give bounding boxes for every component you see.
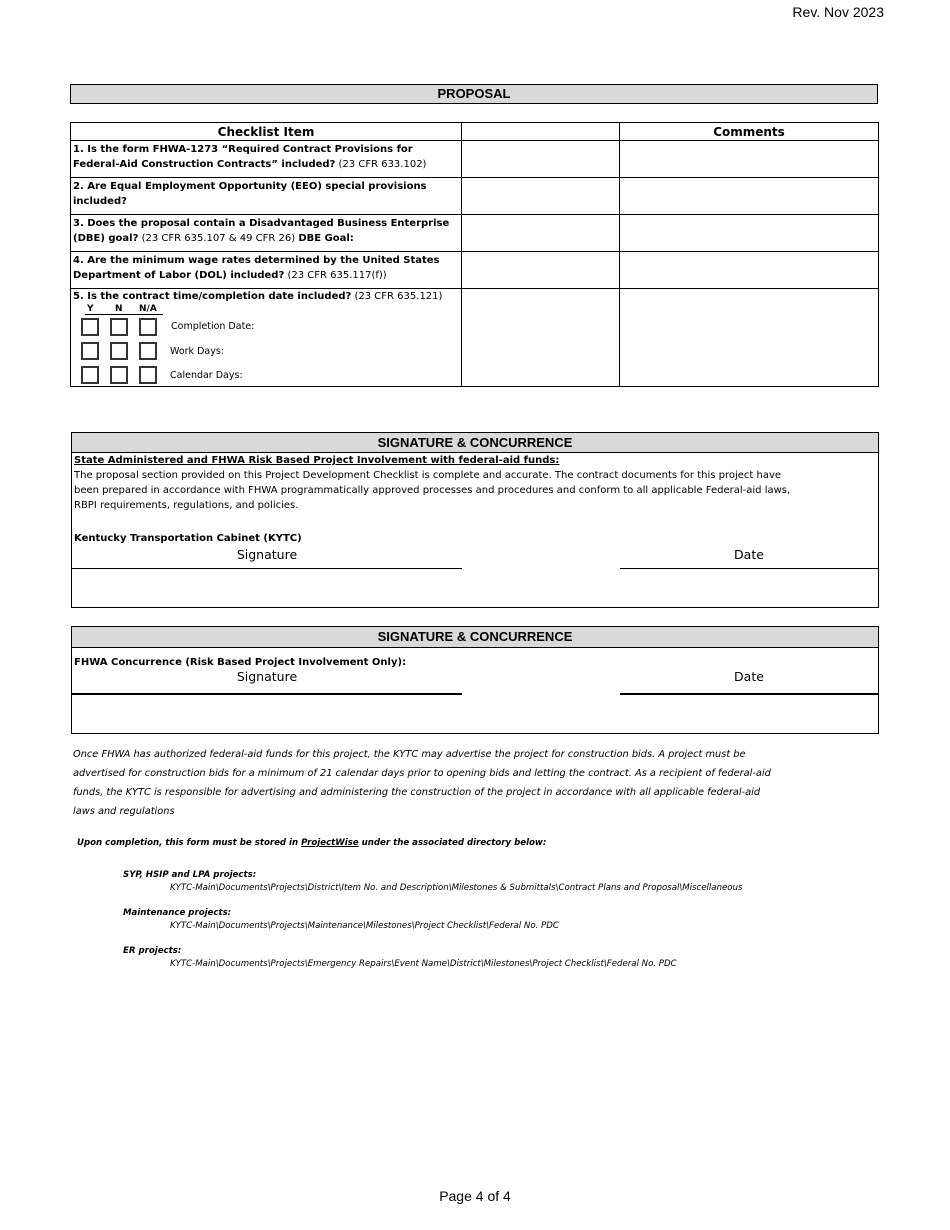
certification-statement: The proposal section provided on this Project Development Checklist is complete and accurate. The contract documents for this project have been prepared in accordance with FHWA programmatically approved processes and procedures and conform to all applicable Federal-aid laws, RBPI requirements, regulations, and policies. — [74, 470, 791, 511]
proposal-checklist-table — [70, 122, 879, 387]
column-header-checklist-item: Checklist Item — [71, 123, 462, 141]
dbe-goal-label: DBE Goal: — [298, 233, 354, 244]
checklist-row — [71, 215, 879, 252]
calendar-days-no-checkbox[interactable] — [110, 366, 128, 384]
fhwa-signature-field[interactable] — [72, 695, 878, 733]
storage-instruction-text: Upon completion, this form must be stored in — [77, 838, 302, 848]
calendar-days-na-checkbox[interactable] — [139, 366, 157, 384]
column-header-response — [462, 123, 620, 141]
storage-instruction-text: under the associated directory below: — [358, 838, 547, 848]
page-number: Page 4 of 4 — [439, 1188, 511, 1204]
checklist-row — [71, 178, 879, 215]
checklist-question: 5. Is the contract time/completion date included? — [73, 291, 352, 302]
advertising-note: Once FHWA has authorized federal-aid funds for this project, the KYTC may advertise the project for construction bids. A project must be advertised for construction bids for a minimum of 21 calendar days prior to opening bids and letting the contract. As a recipient of federal-aid funds, the KYTC is responsible for advertising and administering the construction of the project in accordance with all applicable federal-aid laws and regulations — [73, 749, 771, 817]
yes-column-label: Y — [87, 304, 94, 314]
comments-cell[interactable] — [620, 215, 879, 252]
checklist-reference: (23 CFR 635.121) — [351, 291, 443, 302]
response-cell[interactable] — [462, 289, 620, 387]
response-cell[interactable] — [462, 252, 620, 289]
agency-name: Kentucky Transportation Cabinet (KYTC) — [74, 533, 302, 544]
calendar-days-label: Calendar Days: — [170, 370, 243, 381]
directory-entry — [123, 946, 181, 956]
comments-cell[interactable] — [620, 289, 879, 387]
checklist-row — [71, 289, 879, 387]
directory-label: SYP, HSIP and LPA projects: — [123, 870, 257, 880]
signature-section-title: SIGNATURE & CONCURRENCE — [72, 433, 878, 453]
date-label: Date — [734, 669, 764, 684]
no-column-label: N — [115, 304, 123, 314]
directory-entry — [123, 908, 231, 918]
na-column-label: N/A — [139, 304, 157, 314]
directory-path: KYTC-Main\Documents\Projects\Maintenance\Milestones\Project Checklist\Federal No. PDC — [170, 921, 559, 931]
response-cell[interactable] — [462, 141, 620, 178]
checklist-question: 1. Is the form FHWA-1273 “Required Contract Provisions for Federal-Aid Construction Contracts” included? — [73, 144, 413, 170]
checklist-question: 2. Are Equal Employment Opportunity (EEO) special provisions included? — [73, 181, 427, 207]
checklist-row — [71, 141, 879, 178]
completion-date-na-checkbox[interactable] — [139, 318, 157, 336]
comments-cell[interactable] — [620, 141, 879, 178]
response-cell[interactable] — [462, 178, 620, 215]
date-label: Date — [734, 547, 764, 562]
checklist-row — [71, 252, 879, 289]
directory-entry — [123, 870, 256, 880]
column-header-comments: Comments — [620, 123, 879, 141]
calendar-days-yes-checkbox[interactable] — [81, 366, 99, 384]
kytc-signature-field[interactable] — [72, 569, 878, 607]
comments-cell[interactable] — [620, 252, 879, 289]
directory-path: KYTC-Main\Documents\Projects\Emergency Repairs\Event Name\District\Milestones\Project Checklist\Federal No. PDC — [170, 959, 677, 969]
signature-subheading: FHWA Concurrence (Risk Based Project Involvement Only): — [74, 657, 407, 668]
work-days-na-checkbox[interactable] — [139, 342, 157, 360]
checklist-reference: (23 CFR 635.107 & 49 CFR 26) — [138, 233, 299, 244]
directory-label: Maintenance projects: — [123, 908, 232, 918]
checklist-question: 3. Does the proposal contain a Disadvantaged Business Enterprise (DBE) goal? — [73, 218, 450, 244]
signature-label: Signature — [236, 669, 298, 684]
checklist-reference: (23 CFR 633.102) — [335, 159, 427, 170]
checklist-reference: (23 CFR 635.117(f)) — [284, 270, 387, 281]
signature-section-title: SIGNATURE & CONCURRENCE — [72, 627, 878, 648]
yn-underline — [85, 314, 163, 315]
proposal-title: PROPOSAL — [70, 84, 878, 104]
signature-subheading: State Administered and FHWA Risk Based Project Involvement with federal-aid funds: — [74, 455, 560, 466]
completion-date-yes-checkbox[interactable] — [81, 318, 99, 336]
work-days-yes-checkbox[interactable] — [81, 342, 99, 360]
directory-label: ER projects: — [123, 946, 182, 956]
signature-block-state — [71, 432, 879, 608]
comments-cell[interactable] — [620, 178, 879, 215]
completion-date-no-checkbox[interactable] — [110, 318, 128, 336]
work-days-no-checkbox[interactable] — [110, 342, 128, 360]
signature-block-fhwa — [71, 626, 879, 734]
revision-label: Rev. Nov 2023 — [792, 4, 884, 20]
response-cell[interactable] — [462, 215, 620, 252]
storage-instruction — [77, 838, 546, 848]
signature-label: Signature — [236, 547, 298, 562]
work-days-label: Work Days: — [170, 346, 224, 357]
checklist-question: 4. Are the minimum wage rates determined by the United States Department of Labor (DOL) included? — [73, 255, 440, 281]
completion-date-label: Completion Date: — [171, 321, 255, 332]
directory-path: KYTC-Main\Documents\Projects\District\Item No. and Description\Milestones & Submittals\Contract Plans and Proposal\Miscellaneous — [170, 883, 743, 893]
projectwise-link[interactable]: ProjectWise — [301, 838, 359, 848]
